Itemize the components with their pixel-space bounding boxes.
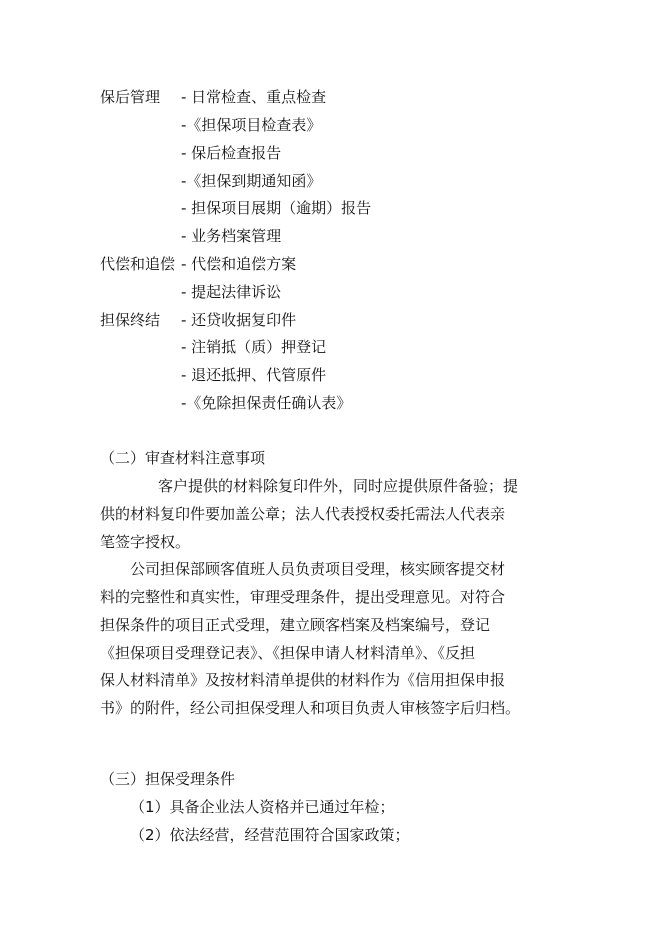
process-item: - 日常检查、重点检查 xyxy=(181,88,327,106)
paragraph-line: 笔签字授权。 xyxy=(100,533,191,551)
paragraph-line: 担保条件的项目正式受理，建立顾客档案及档案编号，登记 xyxy=(100,616,491,634)
section-heading: （三）担保受理条件 xyxy=(100,770,236,788)
group-label: 保后管理 xyxy=(100,88,161,106)
paragraph-line: 《担保项目受理登记表》、《担保申请人材料清单》、《反担 xyxy=(100,644,476,662)
process-row xyxy=(0,365,662,385)
process-row xyxy=(0,143,662,163)
process-row xyxy=(0,226,662,246)
process-item: - 业务档案管理 xyxy=(181,227,282,245)
process-group-post-guarantee xyxy=(0,87,662,107)
process-row xyxy=(0,115,662,135)
section-heading: （二）审查材料注意事项 xyxy=(100,449,266,467)
process-row xyxy=(0,393,662,413)
group-label: 担保终结 xyxy=(100,311,161,329)
process-row xyxy=(0,282,662,302)
process-group-compensation xyxy=(0,254,662,274)
paragraph-line: 书》的附件，经公司担保受理人和项目负责人审核签字后归档。 xyxy=(100,699,521,717)
process-row xyxy=(0,198,662,218)
process-item: - 保后检查报告 xyxy=(181,144,282,162)
process-item: -《担保项目检查表》 xyxy=(181,116,322,134)
process-item: - 担保项目展期（逾期）报告 xyxy=(181,199,372,217)
paragraph-line: 公司担保部顾客值班人员负责项目受理，核实顾客提交材 xyxy=(130,560,506,578)
group-label: 代偿和追偿 xyxy=(100,255,176,273)
condition-item: （2）依法经营，经营范围符合国家政策； xyxy=(130,826,410,844)
process-item: -《担保到期通知函》 xyxy=(181,172,322,190)
process-group-termination xyxy=(0,310,662,330)
process-item: -《免除担保责任确认表》 xyxy=(181,394,352,412)
process-row xyxy=(0,337,662,357)
paragraph-line: 供的材料复印件要加盖公章；法人代表授权委托需法人代表亲 xyxy=(100,505,506,523)
paragraph-line: 料的完整性和真实性，审理受理条件，提出受理意见。对符合 xyxy=(100,588,506,606)
condition-item: （1）具备企业法人资格并已通过年检； xyxy=(130,798,395,816)
process-item: - 提起法律诉讼 xyxy=(181,283,282,301)
paragraph-line: 客户提供的材料除复印件外，同时应提供原件备验；提 xyxy=(158,477,519,495)
process-item: - 退还抵押、代管原件 xyxy=(181,366,327,384)
process-item: - 还贷收据复印件 xyxy=(181,311,297,329)
process-item: - 注销抵（质）押登记 xyxy=(181,338,327,356)
paragraph-line: 保人材料清单》及按材料清单提供的材料作为《信用担保申报 xyxy=(100,671,506,689)
process-item: - 代偿和追偿方案 xyxy=(181,255,297,273)
process-row xyxy=(0,171,662,191)
